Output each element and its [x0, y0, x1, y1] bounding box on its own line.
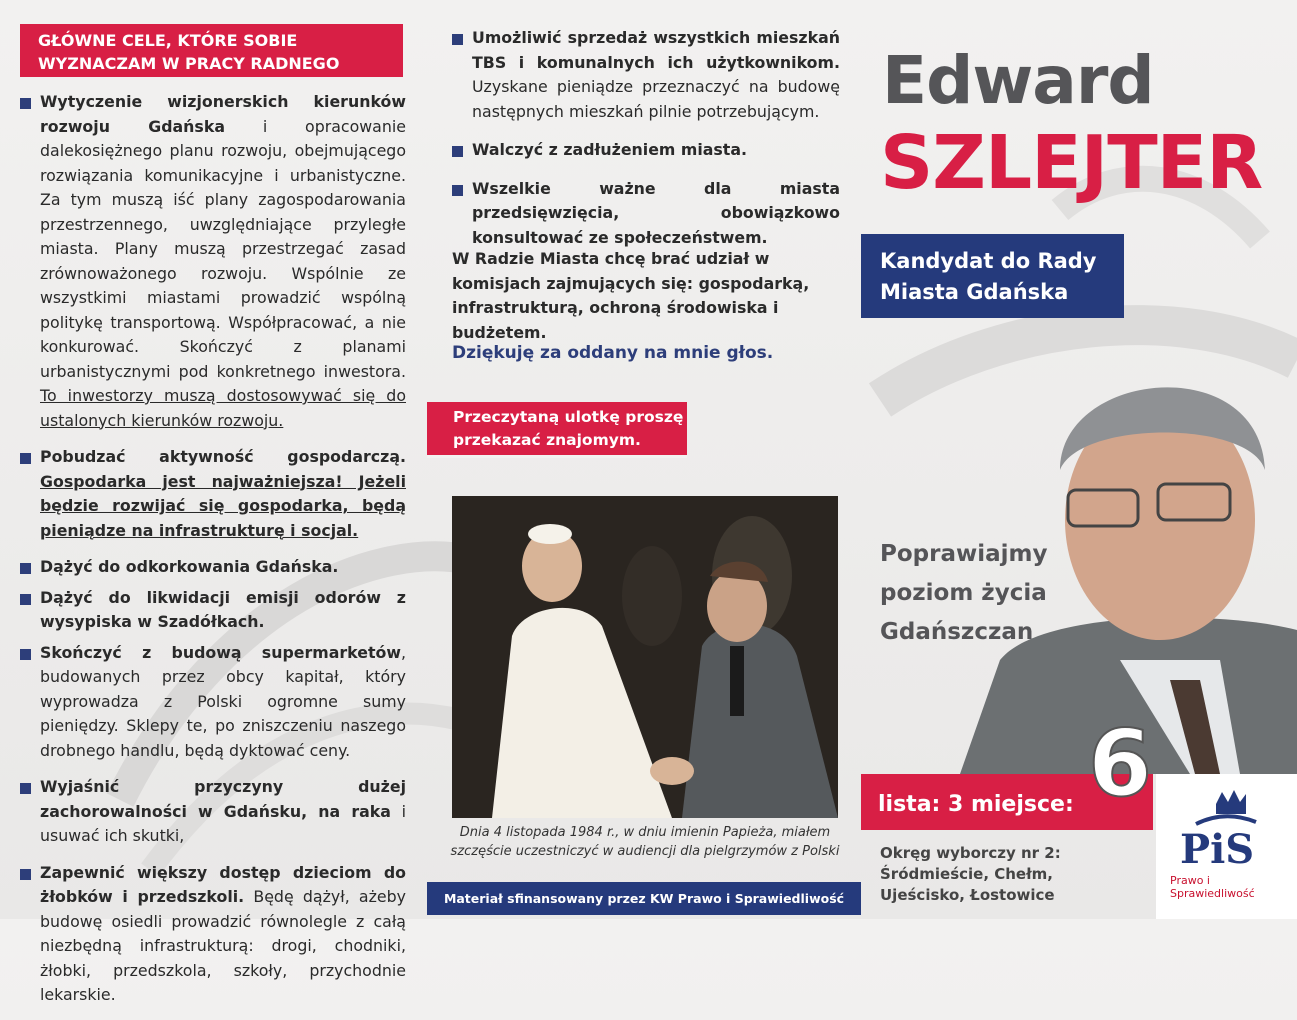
- list-item-bold: Wszelkie ważne dla miasta przedsięwzięcia, obowiązkowo konsultować ze społeczeństwem.: [472, 178, 840, 247]
- list-item: [20, 775, 406, 849]
- audience-photo-illustration: [452, 496, 838, 818]
- committees-text: W Radzie Miasta chcę brać udział w komisjach zajmujących się: gospodarką, infrastrukturą, ochroną środowiska i budżetem.: [452, 249, 810, 342]
- list-item-text: i opracowanie dalekosiężnego planu rozwoju, obejmującego rozwiązania komunikacyjne i urbanistyczne. Za tym muszą iść plany zagospodarowania przestrzennego, uwzględniające przyległe miasta. Plany muszą przestrzegać zasad zrównoważonego rozwoju. Wspólnie ze wszystkimi miastami prowadzić wspólną politykę transportową. Współpracować, a nie konkurować. Skończyć z planami urbanistycznymi pod konkretnego inwestora.: [40, 116, 406, 381]
- list-item: [20, 641, 406, 764]
- list-item: [20, 90, 406, 433]
- district-info: [880, 843, 1140, 906]
- slogan-line: Gdańszczan: [880, 619, 1034, 645]
- slogan: [880, 535, 1047, 652]
- candidate-first-name: Edward: [882, 42, 1154, 119]
- list-item-text: Uzyskane pieniądze przeznaczyć na budowę następnych mieszkań pilnie potrzebującym.: [472, 77, 840, 121]
- goals-heading: GŁÓWNE CELE, KTÓRE SOBIE WYZNACZAM W PRACY RADNEGO: [20, 24, 403, 77]
- list-item-bold: Walczyć z zadłużeniem miasta.: [472, 140, 748, 159]
- list-item: [20, 445, 406, 543]
- list-item-bold: Dążyć do likwidacji emisji odorów z wysypiska w Szadółkach.: [40, 587, 406, 631]
- candidate-role-box: Kandydat do Rady Miasta Gdańska: [861, 234, 1124, 318]
- slogan-line: Poprawiajmy: [880, 541, 1048, 567]
- list-item: [20, 555, 406, 580]
- list-item-underline: Gospodarka jest najważniejsza! Jeżeli będzie rozwijać się gospodarka, będą pieniądze na infrastrukturę i socjal.: [40, 471, 406, 540]
- candidate-last-name: SZLEJTER: [880, 120, 1263, 206]
- pass-on-banner: Przeczytaną ulotkę proszę przekazać znajomym.: [427, 402, 687, 458]
- list-item-bold: Dążyć do odkorkowania Gdańska.: [40, 557, 339, 576]
- list-item-bold: Wytyczenie wizjonerskich kierunków rozwoju Gdańska: [40, 92, 406, 136]
- list-item-text: Będę dążył, ażeby budowę osiedli prowadzić równolegle z całą niezbędną infrastrukturą: drogi, chodniki, żłobki, przedszkola, szkoły, przychodnie lekarskie.: [40, 887, 406, 1004]
- list-item: [452, 138, 840, 163]
- list-item-bold: Pobudzać aktywność gospodarczą.: [40, 447, 406, 466]
- list-item-bold: Skończyć z budową supermarketów: [40, 642, 401, 662]
- list-item-text: i usuwać ich skutki,: [40, 801, 406, 845]
- slogan-line: poziom życia: [880, 580, 1047, 606]
- photo-caption: Dnia 4 listopada 1984 r., w dniu imienin Papieża, miałem szczęście uczestniczyć w audiencji dla pielgrzymów z Polski: [450, 825, 840, 859]
- goals-list: [20, 90, 406, 1020]
- list-item: [20, 586, 406, 635]
- list-item-bold: Zapewnić większy dostęp dzieciom do żłobków i przedszkoli.: [40, 862, 406, 906]
- party-name: Prawo i Sprawiedliwość: [1170, 874, 1255, 900]
- list-item-bold: Umożliwić sprzedaż wszystkich mieszkań TBS i komunalnych ich użytkownikom.: [472, 28, 840, 72]
- district-title: Okręg wyborczy nr 2:: [880, 844, 1061, 862]
- list-item-bold: Wyjaśnić przyczyny dużej zachorowalności w Gdańsku, na raka: [40, 777, 406, 821]
- list-place-label: lista: 3 miejsce:: [878, 792, 1074, 817]
- list-item-underline: To inwestorzy muszą dostosowywać się do ustalonych kierunków rozwoju.: [40, 386, 406, 430]
- thanks-text: Dziękuję za oddany na mnie głos.: [452, 343, 774, 363]
- district-areas: Śródmieście, Chełm, Ujeścisko, Łostowice: [880, 865, 1055, 904]
- list-item: [452, 26, 840, 124]
- audience-photo: [452, 496, 838, 818]
- financing-footer: Materiał sfinansowany przez KW Prawo i Sprawiedliwość: [427, 882, 861, 915]
- list-item: [452, 177, 840, 251]
- list-item: [20, 861, 406, 1008]
- place-number: 6: [1088, 710, 1153, 817]
- party-logo-text: PiS: [1180, 826, 1255, 873]
- list-item-text: , budowanych przez obcy kapitał, który wyprowadza z Polski ogromne sumy pieniędzy. Sklepy te, po zniszczeniu naszego drobnego handlu, będą dyktować ceny.: [40, 642, 406, 760]
- goals-list-continued: [452, 26, 840, 262]
